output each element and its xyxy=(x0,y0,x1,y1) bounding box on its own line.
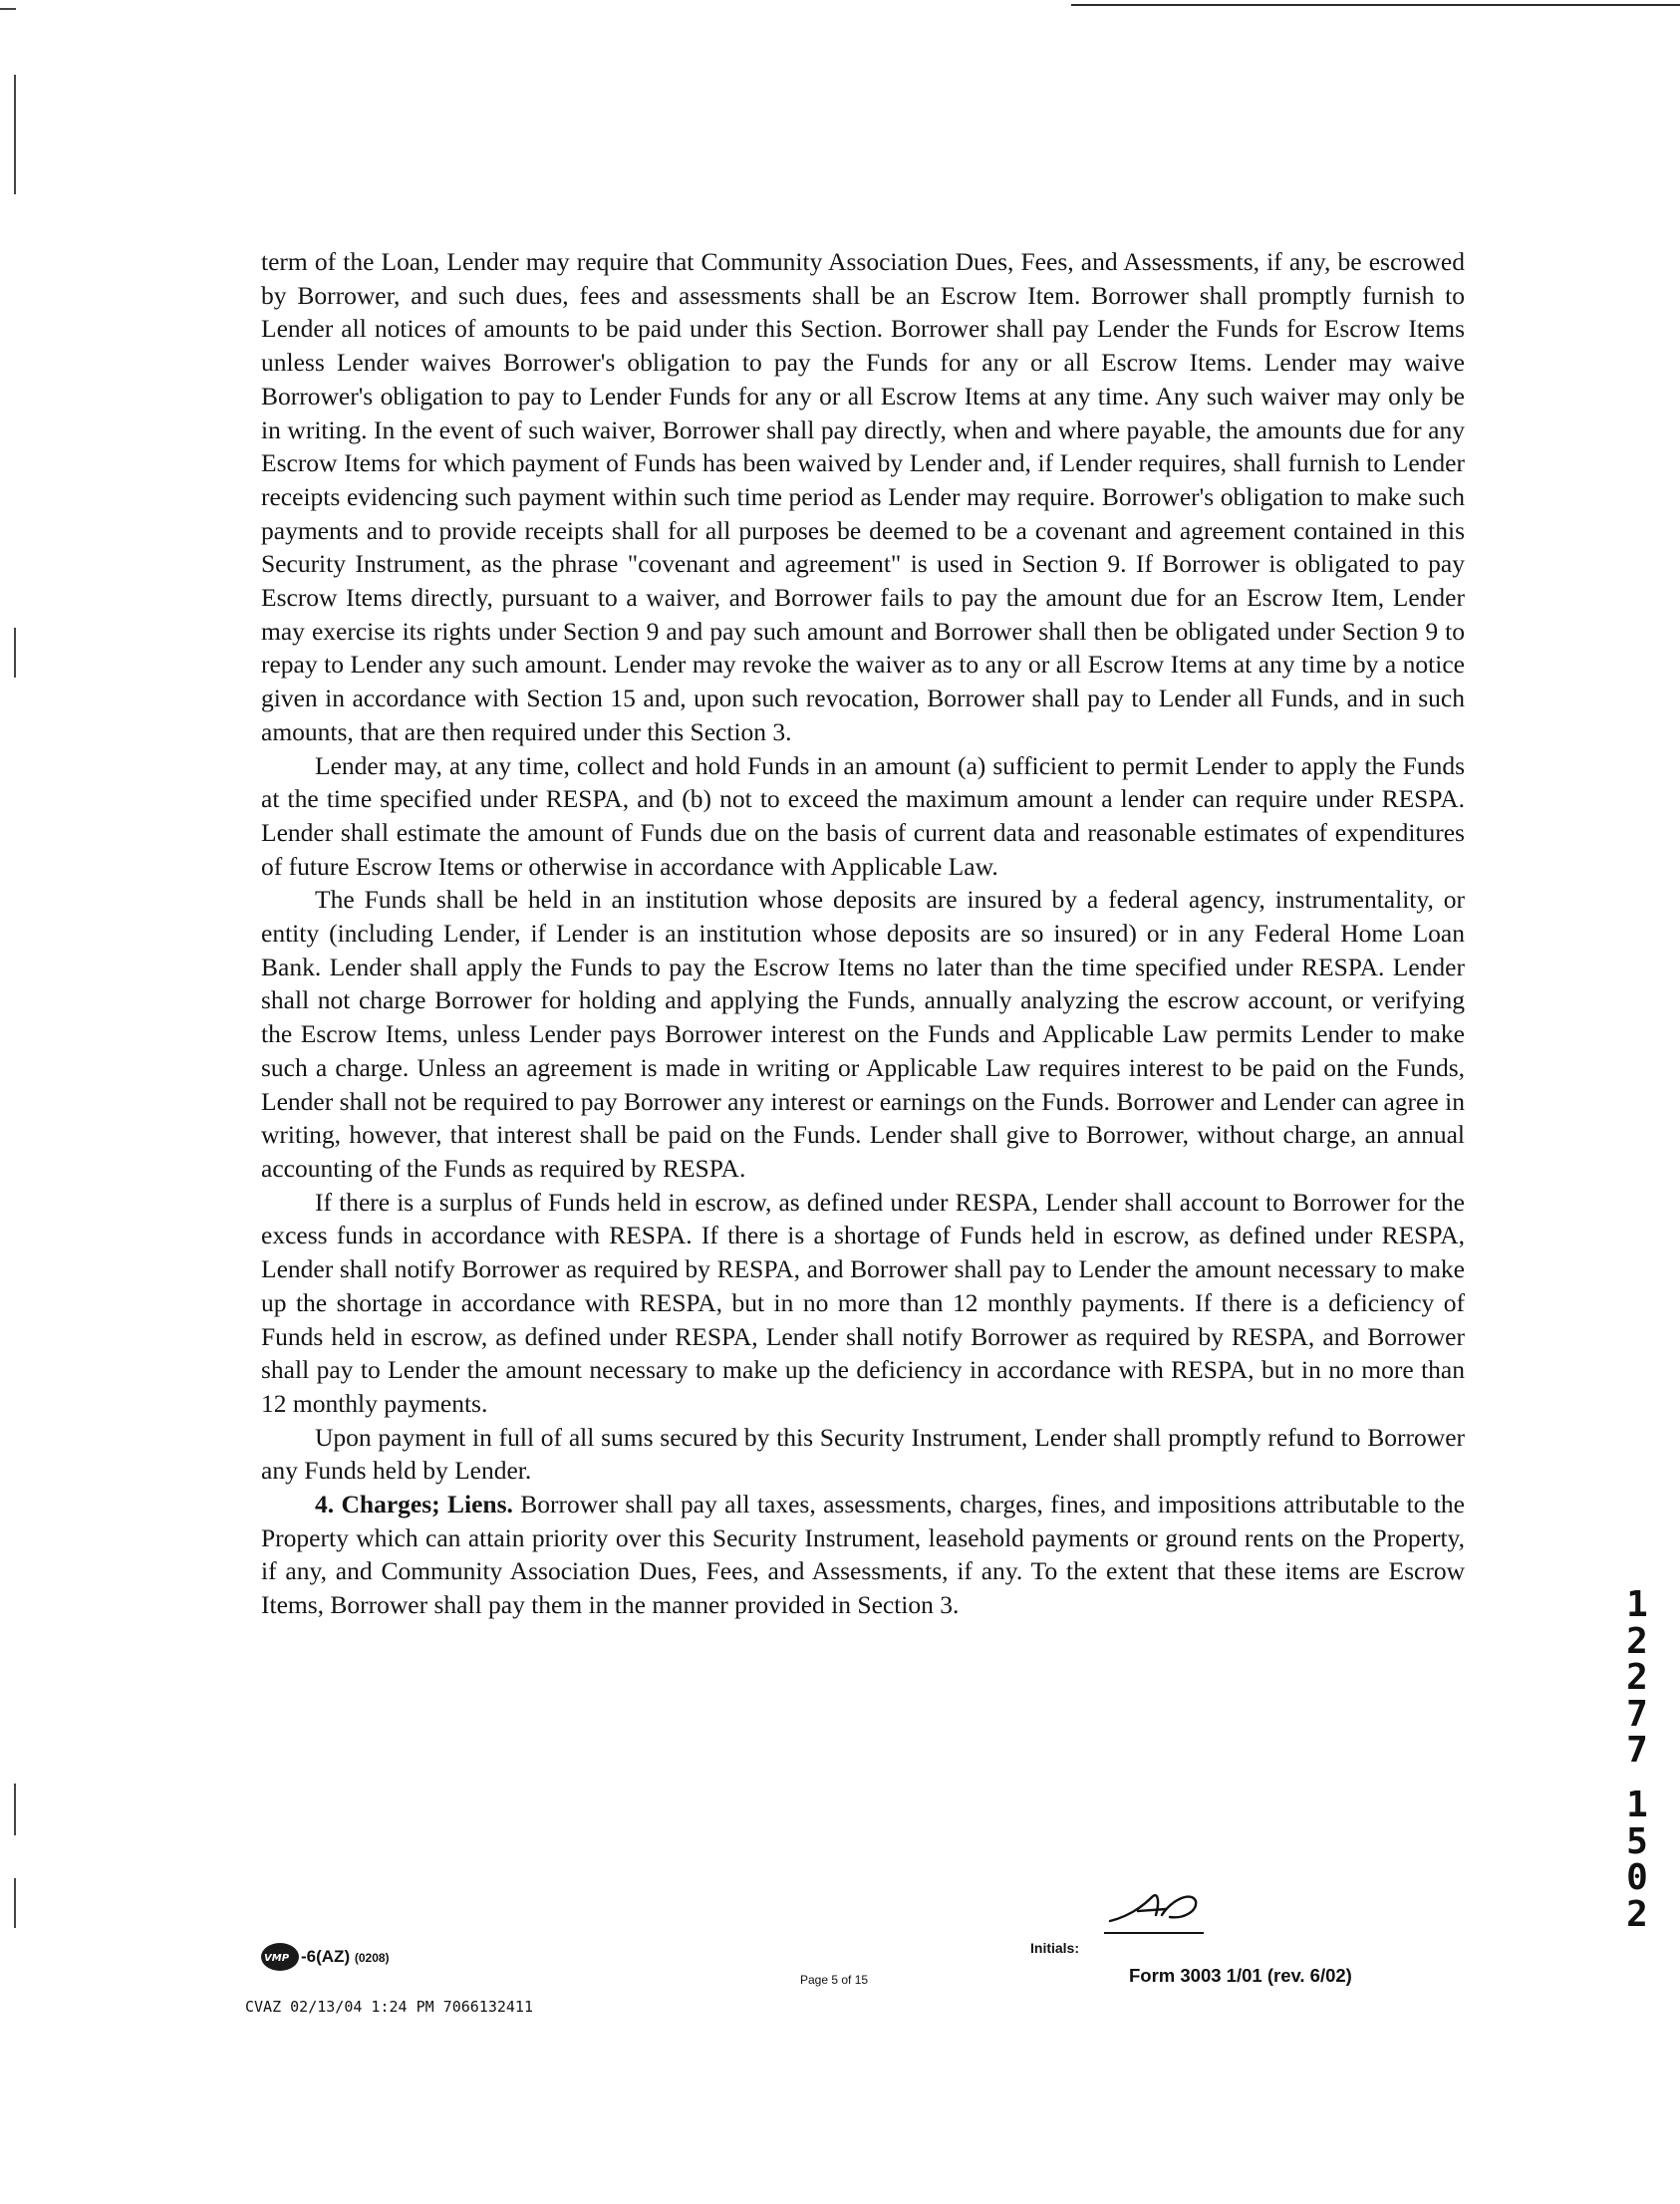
side-document-number-upper: 1 2 2 7 7 xyxy=(1626,1584,1648,1771)
initials-label: Initials: xyxy=(1030,1940,1080,1956)
page-number: Page 5 of 15 xyxy=(800,1973,869,1987)
margin-mark xyxy=(0,8,16,10)
paragraph: If there is a surplus of Funds held in escrow, as defined under RESPA, Lender shall account to Borrower for the excess funds in accordance with RESPA. If there is a shortage of Funds held in escrow, as defined under RESPA, Lender shall notify Borrower as required by RESPA, and Borrower shall pay to Lender the amount necessary to make up the shortage in accordance with RESPA, but in no more than 12 monthly payments. If there is a deficiency of Funds held in escrow, as defined under RESPA, Lender shall notify Borrower as required by RESPA, and Borrower shall pay to Lender the amount necessary to make up the deficiency in accordance with RESPA, but in no more than 12 monthly payments. xyxy=(261,1187,1465,1418)
paragraph: Upon payment in full of all sums secured by this Security Instrument, Lender shall promptly refund to Borrower any Funds held by Lender. xyxy=(261,1422,1465,1486)
document-body xyxy=(261,245,1465,1622)
vmp-logo-text: VMP xyxy=(264,1953,290,1964)
section-4-paragraph xyxy=(261,1488,1465,1622)
margin-mark xyxy=(14,75,16,194)
print-stamp: CVAZ 02/13/04 1:24 PM 7066132411 xyxy=(245,1998,533,2016)
margin-mark xyxy=(14,1784,16,1835)
form-code-date: (0208) xyxy=(354,1951,390,1965)
initials-signature xyxy=(1104,1881,1204,1941)
form-code-name: -6(AZ) xyxy=(301,1947,351,1966)
section-4-text: Borrower shall pay all taxes, assessments, charges, fines, and impositions attributable to the Property which can attain priority over this Security Instrument, leasehold payments or ground rents on the Property, if any, and Community Association Dues, Fees, and Assessments, if any. To the extent that these items are Escrow Items, Borrower shall pay them in the manner provided in Section 3. xyxy=(261,1490,1465,1620)
paragraph: term of the Loan, Lender may require that Community Association Dues, Fees, and Assessments, if any, be escrowed by Borrower, and such dues, fees and assessments shall be an Escrow Item. Borrower shall promptly furnish to Lender all notices of amounts to be paid under this Section. Borrower shall pay Lender the Funds for Escrow Items unless Lender waives Borrower's obligation to pay the Funds for any or all Escrow Items. Lender may waive Borrower's obligation to pay to Lender Funds for any or all Escrow Items at any time. Any such waiver may only be in writing. In the event of such waiver, Borrower shall pay directly, when and where payable, the amounts due for any Escrow Items for which payment of Funds has been waived by Lender and, if Lender requires, shall furnish to Lender receipts evidencing such payment within such time period as Lender may require. Borrower's obligation to make such payments and to provide receipts shall for all purposes be deemed to be a covenant and agreement contained in this Security Instrument, as the phrase "covenant and agreement" is used in Section 9. If Borrower is obligated to pay Escrow Items directly, pursuant to a waiver, and Borrower fails to pay the amount due for an Escrow Item, Lender may exercise its rights under Section 9 and pay such amount and Borrower shall then be obligated under Section 9 to repay to Lender any such amount. Lender may revoke the waiver as to any or all Escrow Items at any time by a notice given in accordance with Section 15 and, upon such revocation, Borrower shall pay to Lender all Funds, and in such amounts, that are then required under this Section 3. xyxy=(261,247,1465,746)
form-number: Form 3003 1/01 (rev. 6/02) xyxy=(1129,1965,1352,1986)
section-4-heading: 4. Charges; Liens. xyxy=(315,1490,513,1519)
margin-mark xyxy=(14,1878,16,1928)
side-document-number-lower: 1 5 0 2 xyxy=(1626,1785,1648,1935)
paragraph: Lender may, at any time, collect and hold Funds in an amount (a) sufficient to permit Lender to apply the Funds at the time specified under RESPA, and (b) not to exceed the maximum amount a lender can require under RESPA. Lender shall estimate the amount of Funds due on the basis of current data and reasonable estimates of expenditures of future Escrow Items or otherwise in accordance with Applicable Law. xyxy=(261,750,1465,881)
margin-mark xyxy=(14,628,16,678)
top-rule xyxy=(1071,4,1680,6)
form-code xyxy=(301,1947,390,1967)
paragraph: The Funds shall be held in an institution whose deposits are insured by a federal agency, instrumentality, or entity (including Lender, if Lender is an institution whose deposits are so insured) or in any Federal Home Loan Bank. Lender shall apply the Funds to pay the Escrow Items no later than the time specified under RESPA. Lender shall not charge Borrower for holding and applying the Funds, annually analyzing the escrow account, or verifying the Escrow Items, unless Lender pays Borrower interest on the Funds and Applicable Law permits Lender to make such a charge. Unless an agreement is made in writing or Applicable Law requires interest to be paid on the Funds, Lender shall not be required to pay Borrower any interest or earnings on the Funds. Borrower and Lender can agree in writing, however, that interest shall be paid on the Funds. Lender shall give to Borrower, without charge, an annual accounting of the Funds as required by RESPA. xyxy=(261,885,1465,1183)
